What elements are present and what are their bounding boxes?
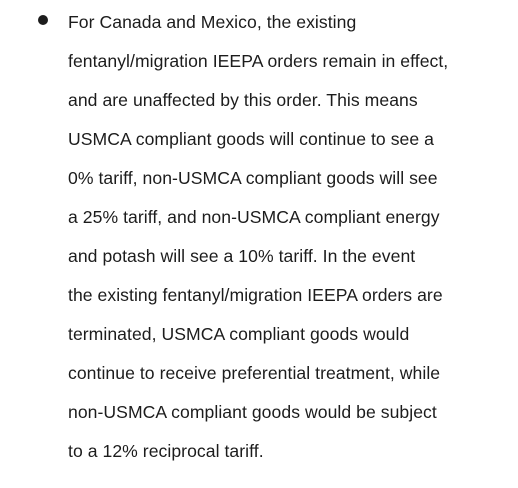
paragraph-line: and potash will see a 10% tariff. In the event xyxy=(68,246,416,266)
paragraph-line: continue to receive preferential treatment, while xyxy=(68,363,441,383)
paragraph-line: the existing fentanyl/migration IEEPA orders are xyxy=(68,285,443,305)
paragraph-line: 0% tariff, non-USMCA compliant goods will see xyxy=(68,168,438,188)
paragraph-line: and are unaffected by this order. This means xyxy=(68,90,418,110)
paragraph-line: terminated, USMCA compliant goods would xyxy=(68,324,410,344)
paragraph-line: a 25% tariff, and non-USMCA compliant energy xyxy=(68,207,440,227)
paragraph-line: to a 12% reciprocal tariff. xyxy=(68,441,264,461)
paragraph-line: For Canada and Mexico, the existing xyxy=(68,12,357,32)
paragraph-line: USMCA compliant goods will continue to see a xyxy=(68,129,434,149)
paragraph-line: non-USMCA compliant goods would be subject xyxy=(68,402,437,422)
paragraph-line: fentanyl/migration IEEPA orders remain in effect, xyxy=(68,51,449,71)
bullet-dot-icon xyxy=(38,15,48,25)
